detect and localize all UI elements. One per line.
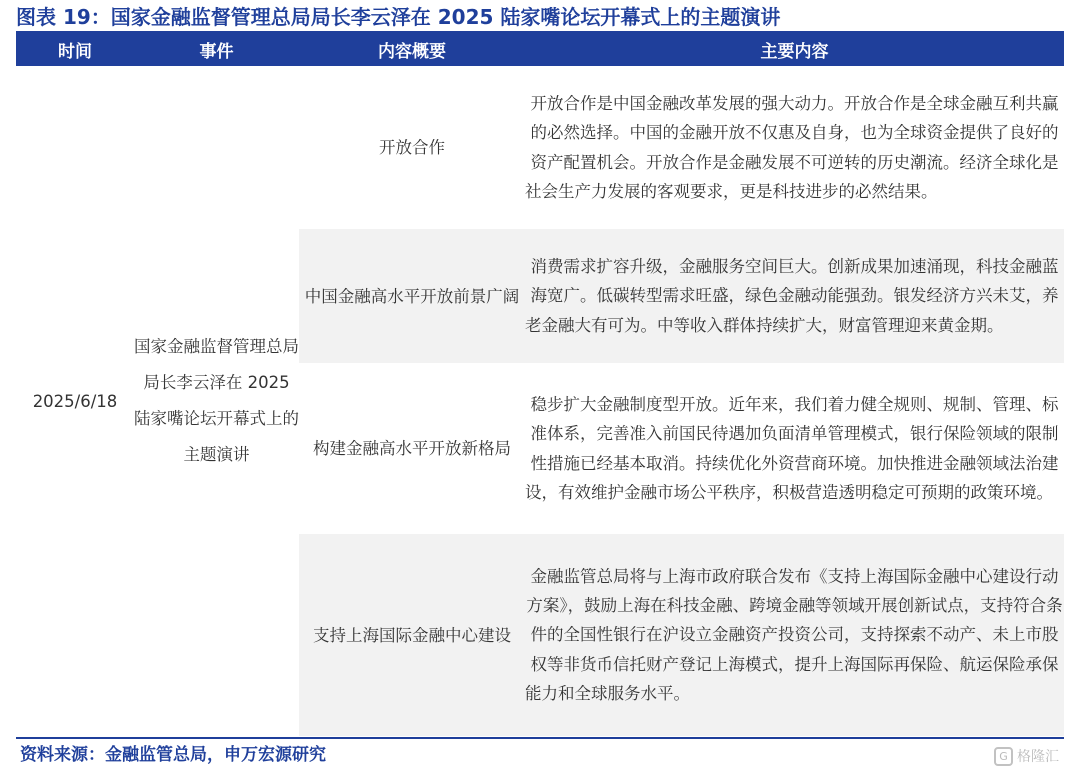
content-cell: 金融监管总局将与上海市政府联合发布《支持上海国际金融中心建设行动方案》，鼓励上海在科技金融、跨境金融等领域开展创新试点，支持符合条件的全国性银行在沪设立金融资产投资公司，支持探索不动产、未上市股权等非货币信托财产登记上海模式，提升上海国际再保险、航运保险承保能力和全球服务水平。 <box>525 534 1064 736</box>
source-note: 资料来源：金融监管总局，申万宏源研究 <box>20 745 326 765</box>
table-row <box>16 66 1064 229</box>
content-cell: 开放合作是中国金融改革发展的强大动力。开放合作是全球金融互利共赢的必然选择。中国的金融开放不仅惠及自身，也为全球资金提供了良好的资产配置机会。开放合作是金融发展不可逆转的历史潮流。经济全球化是社会生产力发展的客观要求，更是科技进步的必然结果。 <box>525 93 1059 201</box>
summary-cell: 构建金融高水平开放新格局 <box>313 439 511 458</box>
event-cell: 国家金融监督管理总局局长李云泽在 2025 陆家嘴论坛开幕式上的主题演讲 <box>134 337 299 464</box>
date-cell: 2025/6/18 <box>32 391 118 411</box>
header-content: 主要内容 <box>525 33 1064 66</box>
content-cell: 消费需求扩容升级，金融服务空间巨大。创新成果加速涌现，科技金融蓝海宽广。低碳转型需求旺盛，绿色金融动能强劲。银发经济方兴未艾，养老金融大有可为。中等收入群体持续扩大，财富管理迎来黄金期。 <box>525 229 1064 363</box>
summary-cell: 中国金融高水平开放前景广阔 <box>299 229 525 363</box>
summary-cell: 支持上海国际金融中心建设 <box>299 534 525 736</box>
summary-cell: 开放合作 <box>379 138 445 157</box>
header-time: 时间 <box>16 33 134 66</box>
content-cell: 稳步扩大金融制度型开放。近年来，我们着力健全规则、规制、管理、标准体系，完善准入前国民待遇加负面清单管理模式，银行保险领域的限制性措施已经基本取消。持续优化外资营商环境。加快推进金融领域法治建设，有效维护金融市场公平秩序，积极营造透明稳定可预期的政策环境。 <box>525 394 1059 502</box>
table-header-row <box>16 33 1064 66</box>
figure-title: 图表 19：国家金融监督管理总局局长李云泽在 2025 陆家嘴论坛开幕式上的主题演讲 <box>16 5 781 29</box>
watermark-text: 格隆汇 <box>1017 749 1059 765</box>
watermark <box>994 744 1059 768</box>
gelonghui-logo-icon: G <box>994 747 1013 766</box>
speech-table <box>16 33 1064 736</box>
header-summary: 内容概要 <box>299 33 525 66</box>
footer-rule <box>16 737 1064 739</box>
header-event: 事件 <box>134 33 299 66</box>
